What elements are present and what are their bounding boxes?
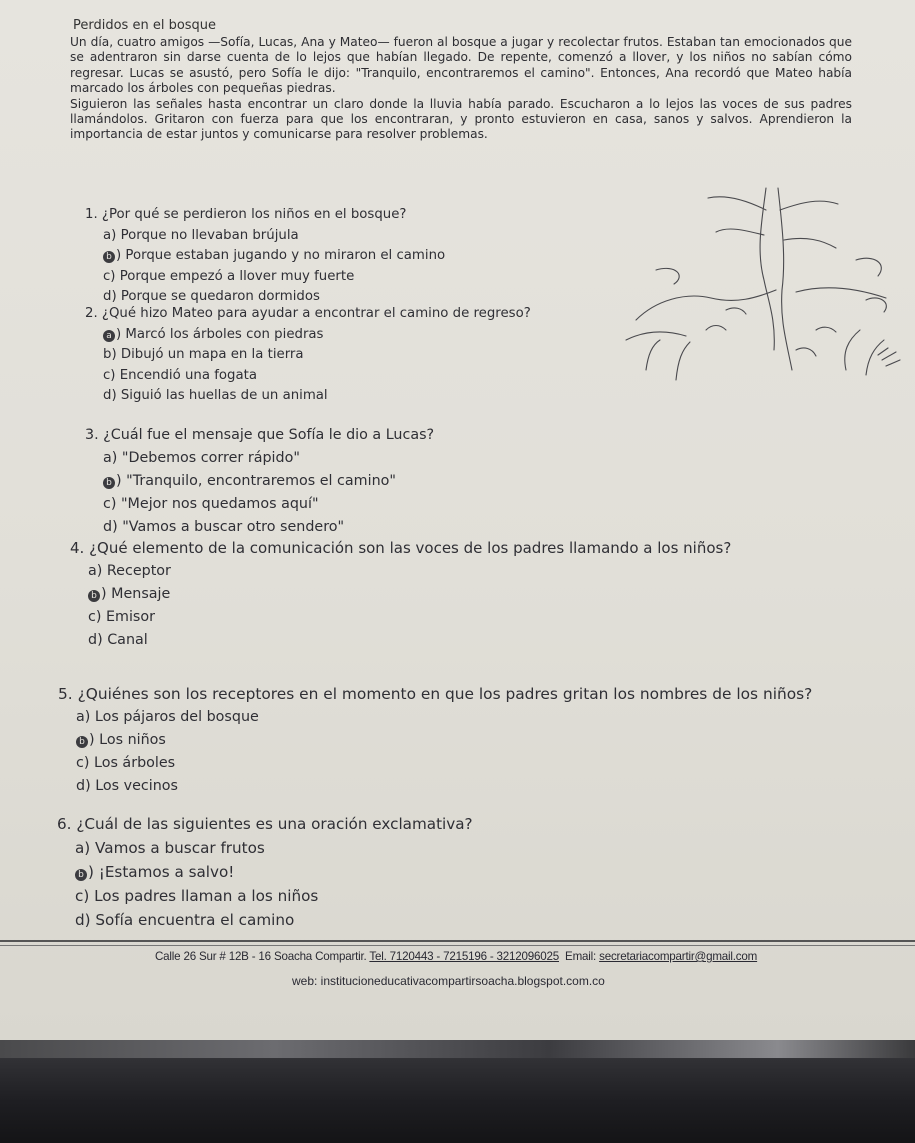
question-3-text: 3. ¿Cuál fue el mensaje que Sofía le dio a Lucas? xyxy=(85,427,435,443)
question-4 xyxy=(70,537,731,652)
question-2-text: 2. ¿Qué hizo Mateo para ayudar a encontrar el camino de regreso? xyxy=(85,306,531,321)
question-6 xyxy=(57,812,473,932)
circled-answer-mark: a xyxy=(103,330,115,342)
question-2-option-b: b) Dibujó un mapa en la tierra xyxy=(103,347,304,362)
question-4-option-b: b ) Mensaje xyxy=(88,583,731,606)
question-2 xyxy=(85,304,531,407)
footer-web: web: institucioneducativacompartirsoacha.blogspot.com.co xyxy=(292,974,605,988)
circled-answer-mark: b xyxy=(75,869,87,881)
question-6-option-c: c) Los padres llaman a los niños xyxy=(75,887,319,905)
question-3-option-c: c) "Mejor nos quedamos aquí" xyxy=(103,496,319,512)
table-edge-band xyxy=(0,1040,915,1058)
footer-email-label: Email: xyxy=(565,950,597,963)
question-3-option-d: d) "Vamos a buscar otro sendero" xyxy=(103,519,345,535)
footer-email: secretariacompartir@gmail.com xyxy=(599,950,758,963)
story-paragraph-2: Siguieron las señales hasta encontrar un claro donde la lluvia había parado. Escucharon a lo lejos las voces de sus padres llamándolos. Gritaron con fuerza para que los encontraran, y pronto estuvieron en casa, sanos y salvos. Aprendieron la importancia de estar juntos y comunicarse para resolver problemas. xyxy=(70,96,852,142)
question-5-option-a: a) Los pájaros del bosque xyxy=(76,709,259,725)
story-text xyxy=(70,9,852,143)
circled-answer-mark: b xyxy=(103,251,115,263)
dark-background-edge xyxy=(0,1040,915,1143)
question-1-option-d: d) Porque se quedaron dormidos xyxy=(103,289,320,304)
circled-answer-mark: b xyxy=(103,477,115,489)
question-1-option-b: b ) Porque estaban jugando y no miraron el camino xyxy=(103,246,445,267)
question-5 xyxy=(58,683,812,798)
circled-answer-mark: b xyxy=(88,590,100,602)
question-4-option-c: c) Emisor xyxy=(88,609,155,625)
question-6-text: 6. ¿Cuál de las siguientes es una oración exclamativa? xyxy=(57,815,473,833)
worksheet-title: Perdidos en el bosque xyxy=(73,18,217,33)
footer-phones: Tel. 7120443 - 7215196 - 3212096025 xyxy=(369,950,559,963)
footer-rule-top xyxy=(0,940,915,942)
footer-address: Calle 26 Sur # 12B - 16 Soacha Compartir. xyxy=(155,950,367,963)
question-3 xyxy=(85,424,434,539)
question-1 xyxy=(85,205,445,308)
question-6-option-d: d) Sofía encuentra el camino xyxy=(75,911,295,929)
circled-answer-mark: b xyxy=(76,736,88,748)
question-2-option-d: d) Siguió las huellas de un animal xyxy=(103,388,328,403)
question-3-option-a: a) "Debemos correr rápido" xyxy=(103,450,300,466)
question-4-text: 4. ¿Qué elemento de la comunicación son las voces de los padres llamando a los niños? xyxy=(70,539,732,557)
question-1-text: 1. ¿Por qué se perdieron los niños en el bosque? xyxy=(85,207,407,222)
question-2-option-a: a ) Marcó los árboles con piedras xyxy=(103,325,531,346)
question-1-option-a: a) Porque no llevaban brújula xyxy=(103,227,299,243)
story-paragraph-1: Un día, cuatro amigos —Sofía, Lucas, Ana y Mateo— fueron al bosque a jugar y recolectar frutos. Estaban tan emocionados que se adentraron sin darse cuenta de lo lejos que habían llegado. De repente, comenzó a llover, y los niños no sabían cómo regresar. Lucas se asustó, pero Sofía le dijo: "Tranquilo, encontraremos el camino". Entonces, Ana recordó que Mateo había marcado los árboles con pequeñas piedras. xyxy=(70,35,852,96)
question-6-option-a: a) Vamos a buscar frutos xyxy=(75,839,265,857)
question-4-option-a: a) Receptor xyxy=(88,563,171,579)
question-1-option-c: c) Porque empezó a llover muy fuerte xyxy=(103,268,355,284)
question-4-option-d: d) Canal xyxy=(88,632,148,648)
question-5-text: 5. ¿Quiénes son los receptores en el momento en que los padres gritan los nombres de los niños? xyxy=(58,685,813,703)
footer-rule-thin xyxy=(0,945,915,946)
forest-sketch-illustration xyxy=(616,180,906,395)
footer-contact-line xyxy=(155,950,757,963)
question-5-option-b: b ) Los niños xyxy=(76,729,812,752)
question-2-option-c: c) Encendió una fogata xyxy=(103,367,257,383)
question-5-option-c: c) Los árboles xyxy=(76,755,176,771)
question-5-option-d: d) Los vecinos xyxy=(76,778,178,794)
question-6-option-b: b ) ¡Estamos a salvo! xyxy=(75,860,473,884)
question-3-option-b: b ) "Tranquilo, encontraremos el camino" xyxy=(103,470,434,493)
